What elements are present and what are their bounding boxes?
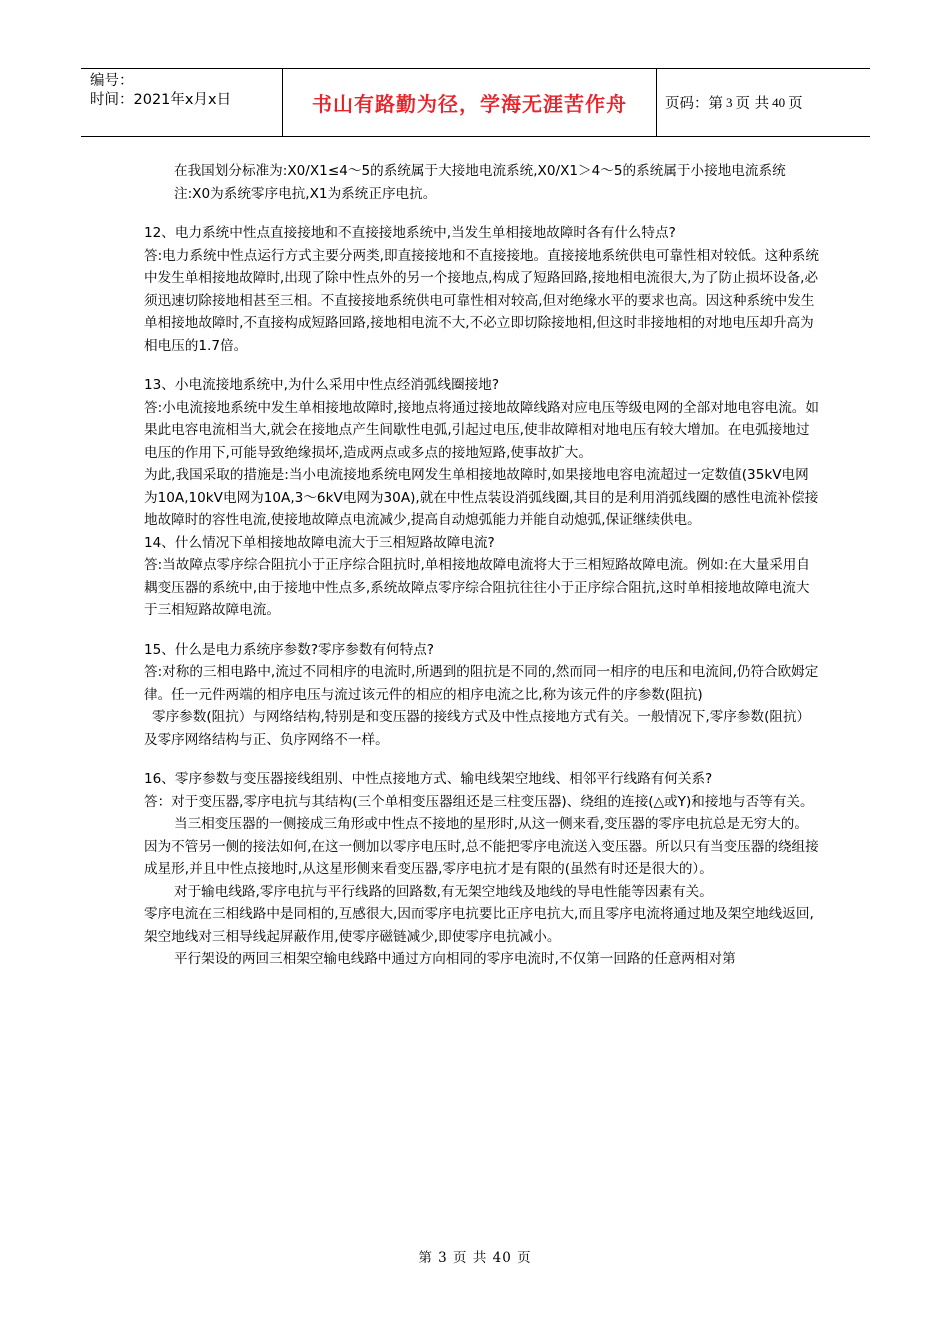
question-15: 15、什么是电力系统序参数?零序参数有何特点? bbox=[144, 641, 435, 658]
question-13: 13、小电流接地系统中,为什么采用中性点经消弧线圈接地? bbox=[144, 377, 500, 393]
paragraph: 为此,我国采取的措施是:当小电流接地系统电网发生单相接地故障时,如果接地电容电流超过一定数值(35kV电网为10A,10kV电网为10A,3～6kV电网为30A),就在中性点装设消弧线圈,其目的是利用消弧线圈的感性电流补偿接地故障时的容性电流,使接地故障点电流减少,提高自动熄弧能力并能自动熄弧,保证继续供电。 bbox=[144, 467, 819, 528]
question-16: 16、零序参数与变压器接线组别、中性点接地方式、输电线架空地线、相邻平行线路有何关系? bbox=[144, 771, 713, 787]
paragraph: 在我国划分标准为:X0/X1≤4～5的系统属于大接地电流系统,X0/X1＞4～5的系统属于小接地电流系统 bbox=[174, 163, 786, 179]
page-footer: 第 3 页 共 40 页 bbox=[418, 1250, 532, 1266]
answer-16: 答：对于变压器,零序电抗与其结构(三个单相变压器组还是三柱变压器)、绕组的连接(△或Y)和接地与否等有关。 bbox=[144, 793, 814, 810]
page-indicator bbox=[657, 69, 870, 136]
motto: 书山有路勤为径，学海无涯苦作舟 bbox=[312, 92, 627, 116]
question-12: 12、电力系统中性点直接接地和不直接接地系统中,当发生单相接地故障时各有什么特点? bbox=[144, 225, 676, 241]
date-label: 时间：2021年x月x日 bbox=[90, 92, 232, 108]
paragraph: 零序电流在三相线路中是同相的,互感很大,因而零序电抗要比正序电抗大,而且零序电流将通过地及架空地线返回,架空地线对三相导线起屏蔽作用,使零序磁链减少,即使零序电抗减小。 bbox=[144, 906, 814, 945]
page-mid: 页 共 bbox=[735, 96, 770, 112]
paragraph: 当三相变压器的一侧接成三角形或中性点不接地的星形时,从这一侧来看,变压器的零序电抗总是无穷大的。因为不管另一侧的接法如何,在这一侧加以零序电压时,总不能把零序电流送入变压器。所以只有当变压器的绕组接成星形,并且中性点接地时,从这星形侧来看变压器,零序电抗才是有限的(虽然有时还是很大的）。 bbox=[144, 816, 819, 877]
document-body bbox=[144, 160, 819, 971]
header-motto-cell bbox=[282, 69, 657, 136]
page-total: 40 bbox=[772, 94, 786, 110]
answer-13: 答:小电流接地系统中发生单相接地故障时,接地点将通过接地故障线路对应电压等级电网的全部对地电容电流。如果此电容电流相当大,就会在接地点产生间歇性电弧,引起过电压,使非故障相对地电压有较大增加。在电弧接地过电压的作用下,可能导致绝缘损坏,造成两点或多点的接地短路,使事故扩大。 bbox=[144, 399, 819, 461]
serial-label: 编号： bbox=[90, 73, 134, 89]
page-suffix: 页 bbox=[788, 96, 803, 112]
page-prefix: 页码：第 bbox=[665, 96, 723, 112]
paragraph: 平行架设的两回三相架空输电线路中通过方向相同的零序电流时,不仅第一回路的任意两相对第 bbox=[174, 951, 736, 967]
note: 注:X0为系统零序电抗,X1为系统正序电抗。 bbox=[174, 185, 437, 202]
page-number: 3 bbox=[726, 94, 733, 110]
header-meta bbox=[81, 69, 282, 136]
page-header bbox=[81, 68, 870, 137]
answer-14: 答:当故障点零序综合阻抗小于正序综合阻抗时,单相接地故障电流将大于三相短路故障电流。例如:在大量采用自耦变压器的系统中,由于接地中性点多,系统故障点零序综合阻抗往往小于正序综合阻抗,这时单相接地故障电流大于三相短路故障电流。 bbox=[144, 557, 810, 618]
answer-12: 答:电力系统中性点运行方式主要分两类,即直接接地和不直接接地。直接接地系统供电可靠性相对较低。这种系统中发生单相接地故障时,出现了除中性点外的另一个接地点,构成了短路回路,接地相电流很大,为了防止损坏设备,必须迅速切除接地相甚至三相。不直接接地系统供电可靠性相对较高,但对绝缘水平的要求也高。因这种系统中发生单相接地故障时,不直接构成短路回路,接地相电流不大,不必立即切除接地相,但这时非接地相的对地电压却升高为相电压的1.7倍。 bbox=[144, 247, 819, 354]
paragraph: 零序参数(阻抗）与网络结构,特别是和变压器的接线方式及中性点接地方式有关。一般情况下,零序参数(阻抗）及零序网络结构与正、负序网络不一样。 bbox=[144, 709, 811, 748]
answer-15: 答:对称的三相电路中,流过不同相序的电流时,所遇到的阻抗是不同的,然而同一相序的电压和电流间,仍符合欧姆定律。任一元件两端的相序电压与流过该元件的相应的相序电流之比,称为该元件的序参数(阻抗) bbox=[144, 664, 819, 703]
question-14: 14、什么情况下单相接地故障电流大于三相短路故障电流? bbox=[144, 534, 495, 551]
paragraph: 对于输电线路,零序电抗与平行线路的回路数,有无架空地线及地线的导电性能等因素有关。 bbox=[174, 883, 713, 900]
